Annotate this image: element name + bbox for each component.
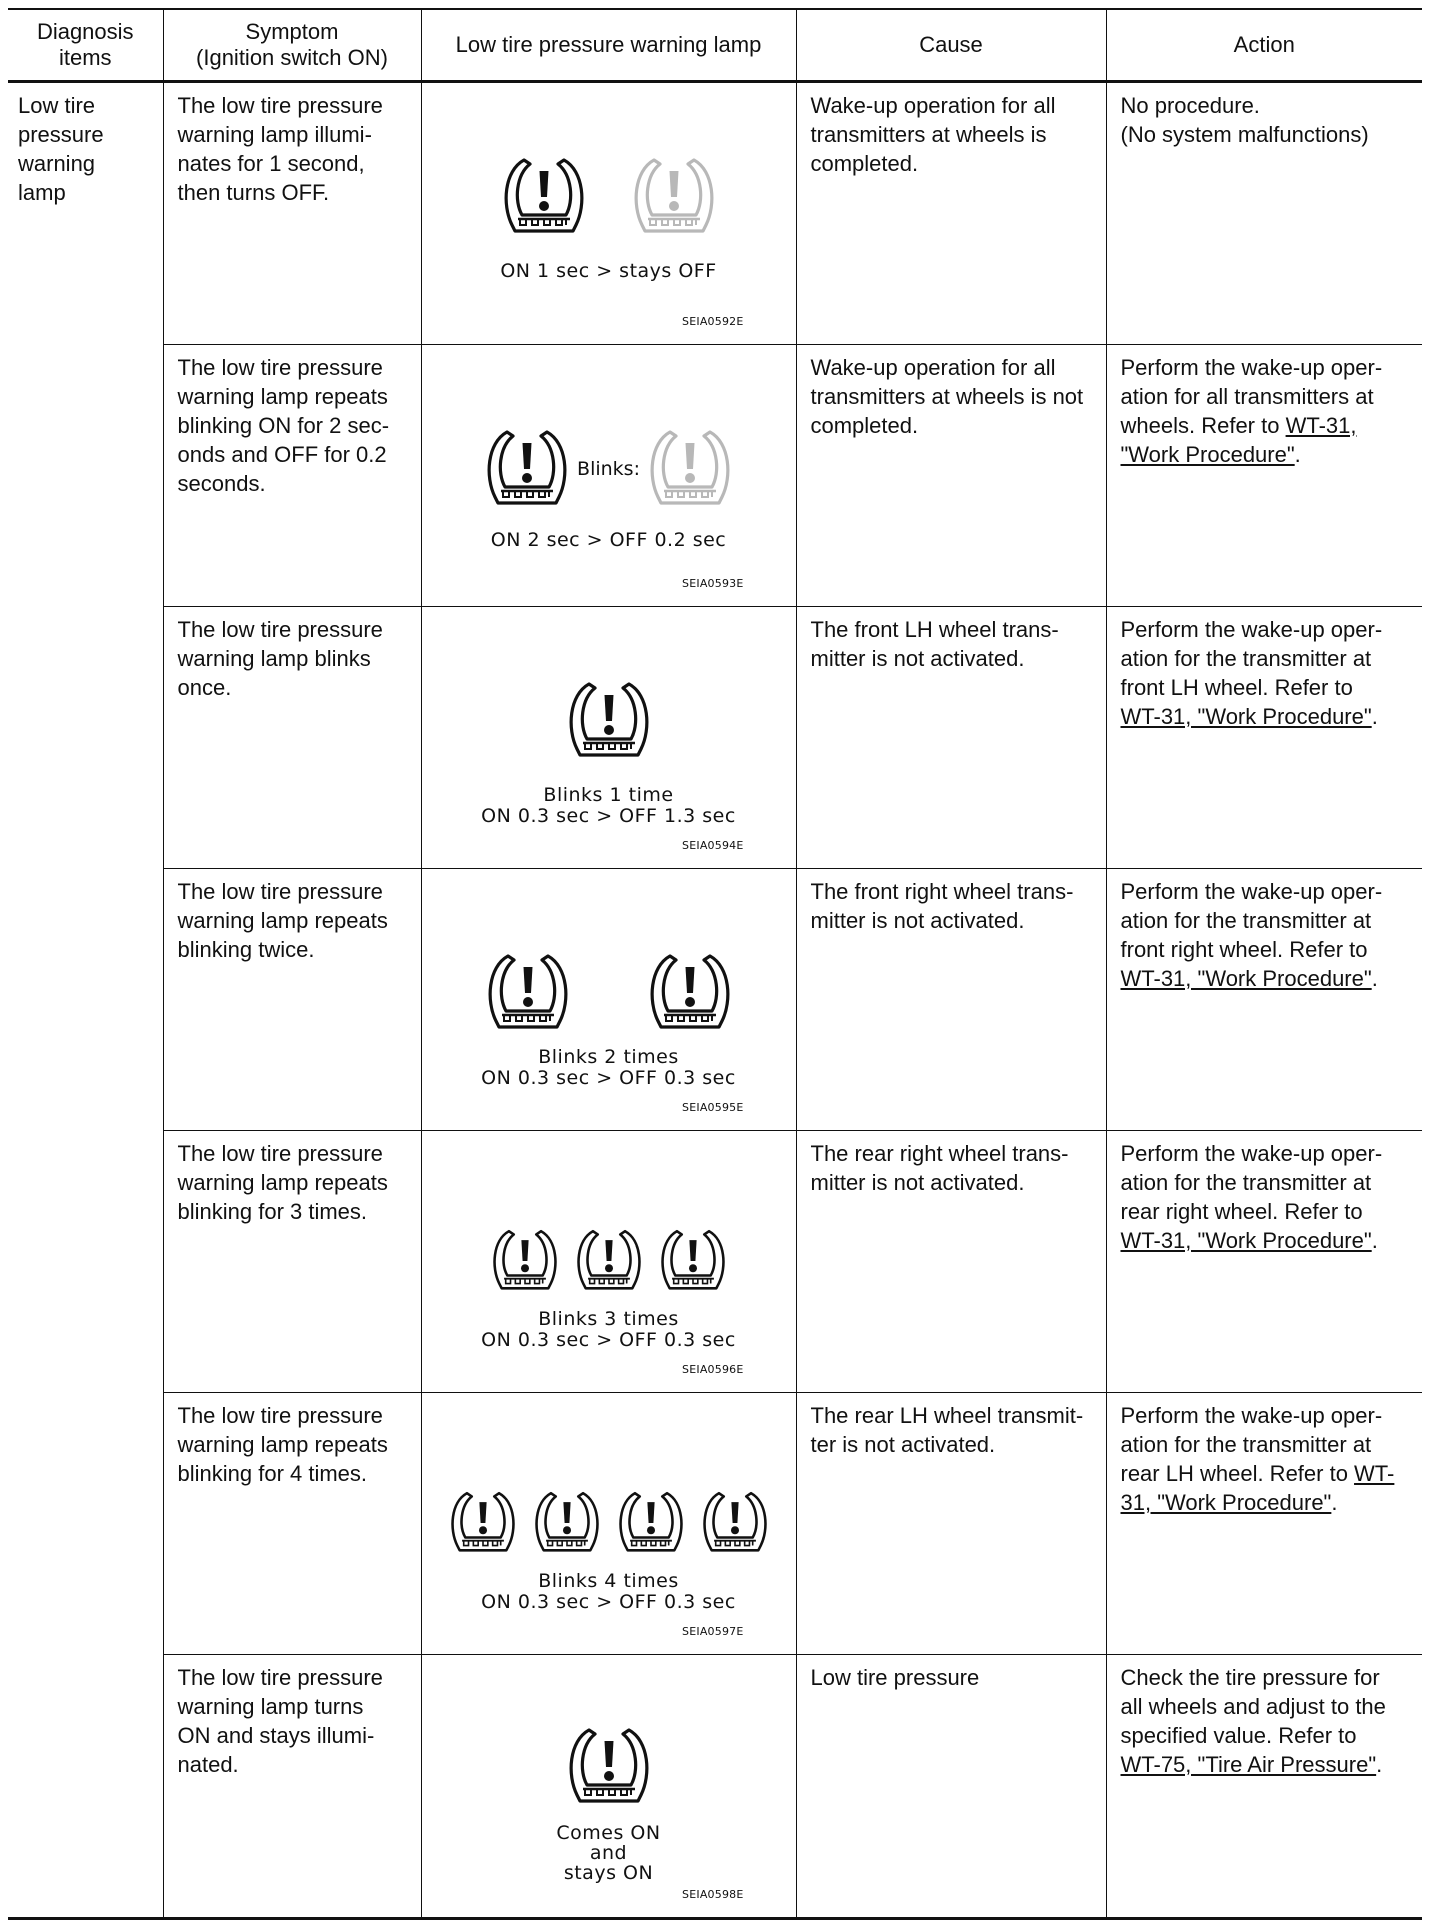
figure-code: SEIA0592E xyxy=(682,315,744,328)
action-end: . xyxy=(1376,1752,1383,1777)
action-cell xyxy=(1106,1393,1422,1655)
figure-code: SEIA0595E xyxy=(682,1101,744,1114)
lamp-caption: Blinks 3 times ON 0.3 sec > OFF 0.3 sec xyxy=(481,1308,736,1351)
table-row xyxy=(8,1393,1422,1655)
lamp-caption: ON 1 sec > stays OFF xyxy=(500,260,717,282)
table-row xyxy=(8,1655,1422,1919)
action-cell xyxy=(1106,1131,1422,1393)
tire-pressure-warning-icon xyxy=(698,1489,772,1557)
lamp-figure-cell xyxy=(421,869,796,1131)
lamp-figure xyxy=(422,1131,796,1392)
lamp-figure xyxy=(422,1393,796,1654)
figure-code: SEIA0596E xyxy=(682,1363,744,1376)
tire-pressure-warning-icon xyxy=(488,1227,562,1295)
reference-link[interactable]: WT-31, "Work Procedure" xyxy=(1120,413,1357,467)
action-cell xyxy=(1106,82,1422,345)
action-end: . xyxy=(1331,1490,1338,1515)
action-cell xyxy=(1106,1655,1422,1919)
reference-link[interactable]: WT-31, "Work Procedure" xyxy=(1120,966,1372,991)
action-text: Perform the wake-up oper- ation for the transmitter at front right wheel. Refer to xyxy=(1120,879,1383,962)
action-text: Perform the wake-up oper- ation for the transmitter at rear LH wheel. Refer to xyxy=(1120,1403,1383,1486)
table-row xyxy=(8,345,1422,607)
figure-code: SEIA0594E xyxy=(682,839,744,852)
lamp-figure xyxy=(422,83,796,344)
tire-pressure-warning-icon xyxy=(614,1489,688,1557)
lamp-caption: Blinks 1 time ON 0.3 sec > OFF 1.3 sec xyxy=(481,784,736,827)
action-end: . xyxy=(1371,704,1378,729)
lamp-figure xyxy=(422,869,796,1130)
action-text: Check the tire pressure for all wheels and adjust to the specified value. Refer to xyxy=(1120,1665,1386,1748)
cause-cell: Low tire pressure xyxy=(796,1655,1106,1919)
figure-code: SEIA0597E xyxy=(682,1625,744,1638)
cause-cell: The rear right wheel trans- mitter is not activated. xyxy=(796,1131,1106,1393)
cause-cell: Wake-up operation for all transmitters at wheels is not completed. xyxy=(796,345,1106,607)
table-row xyxy=(8,869,1422,1131)
reference-link[interactable]: WT-31, "Work Procedure" xyxy=(1120,704,1372,729)
tire-pressure-warning-icon xyxy=(572,1227,646,1295)
table-row xyxy=(8,1131,1422,1393)
figure-code: SEIA0598E xyxy=(682,1888,744,1901)
tire-pressure-warning-icon xyxy=(498,155,590,239)
cause-cell: The rear LH wheel transmit- ter is not activated. xyxy=(796,1393,1106,1655)
action-end: . xyxy=(1294,442,1301,467)
tire-pressure-warning-icon xyxy=(644,951,736,1035)
action-text: Perform the wake-up oper- ation for the transmitter at front LH wheel. Refer to xyxy=(1120,617,1383,700)
figure-code: SEIA0593E xyxy=(682,577,744,590)
header-lamp: Low tire pressure warning lamp xyxy=(421,9,796,82)
symptom-cell: The low tire pressure warning lamp blinks once. xyxy=(163,607,421,869)
action-text: Perform the wake-up oper- ation for the transmitter at rear right wheel. Refer to xyxy=(1120,1141,1383,1224)
cause-cell: Wake-up operation for all transmitters at wheels is completed. xyxy=(796,82,1106,345)
lamp-figure xyxy=(422,607,796,868)
action-cell xyxy=(1106,345,1422,607)
reference-link[interactable]: WT-75, "Tire Air Pressure" xyxy=(1120,1752,1377,1777)
symptom-cell: The low tire pressure warning lamp repeats blinking ON for 2 sec- onds and OFF for 0.2 seconds. xyxy=(163,345,421,607)
tire-pressure-warning-off-icon xyxy=(628,155,720,239)
table-row xyxy=(8,607,1422,869)
lamp-caption: Blinks 2 times ON 0.3 sec > OFF 0.3 sec xyxy=(481,1046,736,1089)
table-header-row xyxy=(8,9,1422,82)
action-text: No procedure. (No system malfunctions) xyxy=(1120,93,1369,147)
tire-pressure-warning-icon xyxy=(530,1489,604,1557)
lamp-figure-cell xyxy=(421,1655,796,1919)
tire-pressure-warning-icon xyxy=(446,1489,520,1557)
lamp-figure-cell xyxy=(421,1131,796,1393)
action-cell xyxy=(1106,607,1422,869)
action-text: Perform the wake-up oper- ation for all transmitters at wheels. Refer to xyxy=(1120,355,1383,438)
tire-pressure-warning-icon xyxy=(482,951,574,1035)
lamp-figure xyxy=(422,345,796,606)
symptom-cell: The low tire pressure warning lamp repeats blinking twice. xyxy=(163,869,421,1131)
header-cause: Cause xyxy=(796,9,1106,82)
diagnosis-item-cell: Low tire pressure warning lamp xyxy=(8,82,163,1919)
action-end: . xyxy=(1371,1228,1378,1253)
symptom-cell: The low tire pressure warning lamp repeats blinking for 4 times. xyxy=(163,1393,421,1655)
tire-pressure-warning-icon xyxy=(563,679,655,763)
tire-pressure-warning-icon xyxy=(656,1227,730,1295)
lamp-figure-cell xyxy=(421,82,796,345)
lamp-figure-cell xyxy=(421,345,796,607)
header-diagnosis-items: Diagnosis items xyxy=(8,9,163,82)
table-row xyxy=(8,82,1422,345)
action-end: . xyxy=(1371,966,1378,991)
lamp-figure-cell xyxy=(421,1393,796,1655)
cause-cell: The front right wheel trans- mitter is not activated. xyxy=(796,869,1106,1131)
lamp-figure xyxy=(422,1655,796,1917)
header-symptom: Symptom (Ignition switch ON) xyxy=(163,9,421,82)
reference-link[interactable]: WT-31, "Work Procedure" xyxy=(1120,1228,1372,1253)
tire-pressure-warning-icon xyxy=(481,427,573,511)
cause-cell: The front LH wheel trans- mitter is not activated. xyxy=(796,607,1106,869)
diagnosis-table xyxy=(8,8,1422,1920)
tire-pressure-warning-off-icon xyxy=(644,427,736,511)
action-cell xyxy=(1106,869,1422,1131)
symptom-cell: The low tire pressure warning lamp repeats blinking for 3 times. xyxy=(163,1131,421,1393)
symptom-cell: The low tire pressure warning lamp turns ON and stays illumi- nated. xyxy=(163,1655,421,1919)
lamp-caption: Comes ON and stays ON xyxy=(556,1822,661,1884)
lamp-figure-cell xyxy=(421,607,796,869)
lamp-caption: ON 2 sec > OFF 0.2 sec xyxy=(490,529,727,551)
reference-link[interactable]: WT- 31, "Work Procedure" xyxy=(1120,1461,1395,1515)
blinks-label: Blinks: xyxy=(577,457,640,480)
lamp-caption: Blinks 4 times ON 0.3 sec > OFF 0.3 sec xyxy=(481,1570,736,1613)
tire-pressure-warning-icon xyxy=(563,1725,655,1809)
header-action: Action xyxy=(1106,9,1422,82)
symptom-cell: The low tire pressure warning lamp illumi- nates for 1 second, then turns OFF. xyxy=(163,82,421,345)
